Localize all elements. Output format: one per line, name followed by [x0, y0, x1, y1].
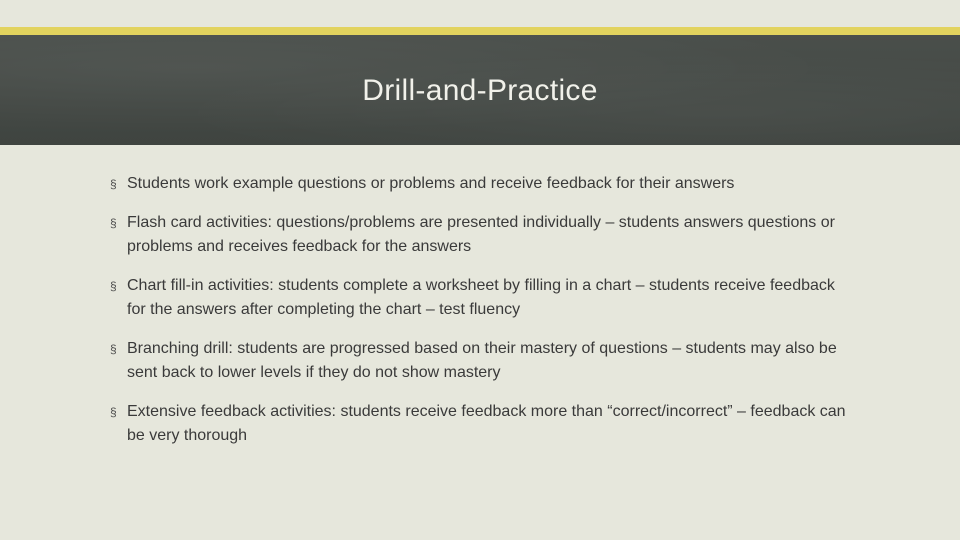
title-band [0, 35, 960, 145]
section-bullet-icon: § [110, 279, 117, 293]
bullet-text: Flash card activities: questions/problems are presented individually – students answers questions or problems and receives feedback for the answers [127, 214, 835, 255]
section-bullet-icon: § [110, 177, 117, 191]
bullet-item [110, 274, 855, 322]
section-bullet-icon: § [110, 405, 117, 419]
accent-bar [0, 27, 960, 35]
bullet-item [110, 337, 855, 385]
bullet-list [110, 172, 855, 448]
section-bullet-icon: § [110, 216, 117, 230]
bullet-item [110, 211, 855, 259]
slide-content [110, 172, 855, 463]
bullet-item [110, 400, 855, 448]
section-bullet-icon: § [110, 342, 117, 356]
bullet-text: Students work example questions or problems and receive feedback for their answers [127, 175, 735, 192]
bullet-text: Extensive feedback activities: students receive feedback more than “correct/incorrect” – feedback can be very thorough [127, 403, 846, 444]
bullet-text: Chart fill-in activities: students complete a worksheet by filling in a chart – students receive feedback for the answers after completing the chart – test fluency [127, 277, 835, 318]
bullet-item [110, 172, 855, 196]
bullet-text: Branching drill: students are progressed based on their mastery of questions – students may also be sent back to lower levels if they do not show mastery [127, 340, 837, 381]
slide-title: Drill-and-Practice [362, 74, 598, 107]
